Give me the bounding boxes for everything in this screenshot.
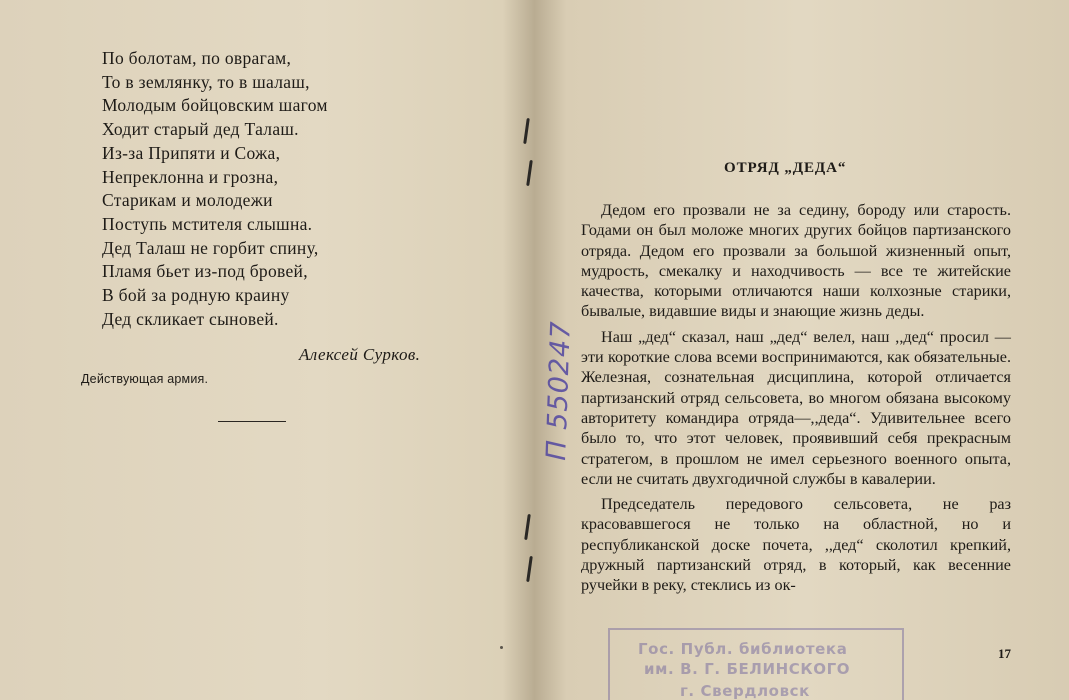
paragraph: Дедом его прозвали не за седину, бороду или старость. Годами он был моложе многих других бойцов партизанского отряда. Дедом его прозвали за большой жизненный опыт, мудрость, смекалку и находчивость — все те житейские качества, которыми отличаются наши колхозные старики, бывалые, видавшие виды и знающие жизнь деды. — [581, 201, 1011, 321]
poem — [102, 47, 328, 331]
page-number: 17 — [998, 646, 1011, 661]
poem-line: Дед скликает сыновей. — [102, 308, 279, 329]
poem-line: Дед Талаш не горбит спину, — [102, 237, 319, 258]
poem-line: Из-за Припяти и Сожа, — [102, 142, 281, 163]
poem-line: Непреклонна и грозна, — [102, 166, 279, 187]
library-stamp-line: г. Свердловск — [680, 682, 810, 700]
chapter-text — [581, 200, 1011, 601]
poem-author: Алексей Сурков. — [299, 345, 421, 364]
paragraph: Наш „дед“ сказал, наш „дед“ велел, наш ,,дед“ просил — эти короткие слова всеми воспринимаются, как обязательные. Железная, сознательная дисциплина, которой отличается партизанский отряд сельсовета, во многом обязана высокому авторитету командира отряда—,,деда“. Удивительнее всего было то, что этот человек, проявивший себя прекрасным стратегом, в прошлом не имел серьезного военного опыта, если не считать двухгодичной службы в кавалерии. — [581, 327, 1011, 488]
paper-speck — [500, 646, 503, 649]
inventory-stamp — [541, 320, 577, 461]
library-stamp — [608, 628, 904, 700]
paragraph: Председатель передового сельсовета, не раз красовавшегося не только на областной, но и республиканской доске почета, ,,дед“ сколотил крепкий, дружный партизанский отряд, в который, как весенние ручейки в реку, стеклись из ок- — [581, 495, 1011, 595]
poem-line: То в землянку, то в шалаш, — [102, 71, 310, 92]
section-divider — [218, 421, 286, 422]
inventory-number: П 550247 — [541, 320, 577, 462]
poem-line: Пламя бьет из-под бровей, — [102, 261, 308, 282]
library-stamp-line: им. В. Г. БЕЛИНСКОГО — [644, 660, 851, 678]
poem-line: Ходит старый дед Талаш. — [102, 119, 299, 140]
poem-line: Старикам и молодежи — [102, 190, 273, 211]
poem-line: По болотам, по оврагам, — [102, 48, 292, 68]
chapter-title: ОТРЯД „ДЕДА“ — [724, 160, 847, 176]
poem-place: Действующая армия. — [81, 372, 209, 386]
poem-line: Молодым бойцовским шагом — [102, 95, 328, 116]
library-stamp-line: Гос. Публ. библиотека — [638, 640, 848, 658]
poem-line: В бой за рoдную краину — [102, 285, 290, 306]
poem-line: Поступь мстителя слышна. — [102, 213, 313, 234]
